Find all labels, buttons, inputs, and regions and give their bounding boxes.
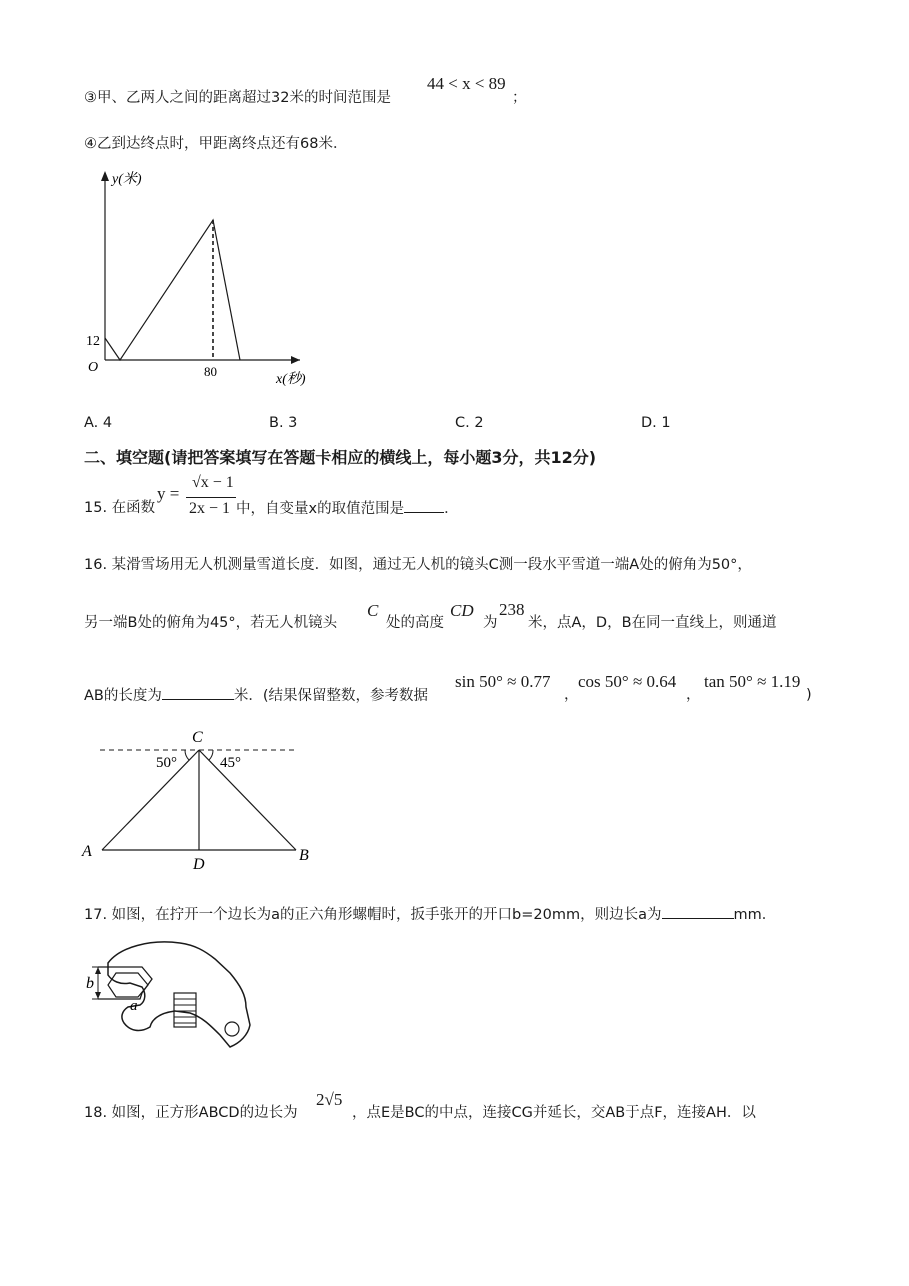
q17-body: 17. 如图，在拧开一个边长为a的正六角形螺帽时，扳手张开的开口b=20mm，则边长a为 — [84, 907, 662, 923]
angle-45-label: 45° — [220, 755, 241, 771]
q15-y: y = — [157, 484, 180, 503]
answer-blank-16[interactable] — [162, 685, 234, 700]
q16-cd-label: CD — [450, 601, 474, 620]
q16-c-label: C — [367, 601, 379, 620]
q16-line1: 16. 某滑雪场用无人机测量雪道长度．如图，通过无人机的镜头C测一段水平雪道一端A处的俯角为50°， — [84, 557, 752, 573]
q16-line2c: 为 — [483, 615, 498, 631]
inequality: 44 < x < 89 — [427, 74, 506, 93]
y-tick-label: 12 — [86, 334, 100, 349]
fraction-bar — [186, 497, 236, 498]
q16-sep2: ， — [686, 687, 701, 703]
wrench-outline — [108, 942, 250, 1047]
q15-end: ． — [444, 501, 459, 517]
point-b-label: B — [299, 847, 309, 864]
q17-text — [84, 904, 776, 925]
q16-sin: sin 50° ≈ 0.77 — [455, 672, 551, 691]
option-a: A. 4 — [84, 415, 113, 431]
statement-3-math — [427, 74, 506, 94]
q16-sep1: ， — [564, 687, 579, 703]
q16-line3-b: 米．(结果保留整数，参考数据 — [233, 688, 429, 704]
b-arrow-top — [95, 967, 101, 974]
point-d-label: D — [193, 856, 205, 873]
q15-pre: 15. 在函数 — [84, 500, 156, 516]
handle-hole — [225, 1022, 239, 1036]
statement-4: ④乙到达终点时，甲距离终点还有68米． — [84, 136, 348, 152]
statement-3-text: ③甲、乙两人之间的距离超过32米的时间范围是 — [84, 90, 391, 106]
option-d: D. 1 — [641, 415, 671, 431]
q16-cos: cos 50° ≈ 0.64 — [578, 672, 677, 691]
q18-value: 2√5 — [316, 1090, 343, 1109]
b-arrow-bottom — [95, 992, 101, 999]
adjustment-worm — [174, 993, 196, 1027]
wrench-figure — [80, 935, 260, 1055]
angle-arc-left — [185, 750, 189, 760]
q16-line2a: 另一端B处的俯角为45°，若无人机镜头 — [84, 615, 338, 631]
q16-line2d: 米，点A，D，B在同一直线上，则通道 — [528, 615, 777, 631]
statement-3 — [84, 88, 391, 108]
q16-close: ) — [806, 687, 812, 703]
y-axis-label: y(米) — [112, 172, 142, 187]
drone-triangle-figure — [78, 722, 318, 874]
y-axis-arrow — [101, 171, 109, 181]
q16-238: 238 — [499, 600, 525, 619]
q15-denominator: 2x − 1 — [189, 500, 231, 517]
section-title: 二、填空题(请把答案填写在答题卡相应的横线上，每小题3分，共12分) — [84, 448, 597, 467]
q15-numerator: √x − 1 — [192, 474, 234, 491]
option-b: B. 3 — [269, 415, 298, 431]
q16-line2b: 处的高度 — [386, 615, 444, 631]
x-tick-label: 80 — [204, 364, 217, 379]
answer-blank-15[interactable] — [404, 498, 444, 513]
graph-line — [105, 220, 240, 360]
answer-blank-17[interactable] — [662, 904, 734, 919]
q15-post — [236, 498, 459, 519]
b-label: b — [86, 975, 94, 992]
q17-unit: mm． — [733, 907, 777, 923]
origin-label: O — [88, 360, 99, 375]
angle-arc-right — [209, 750, 213, 760]
option-c: C. 2 — [455, 415, 484, 431]
statement-3-end: ； — [512, 90, 527, 106]
x-axis-label: x(秒) — [276, 372, 306, 387]
line-cb — [199, 750, 296, 850]
q15-post-text: 中，自变量x的取值范围是 — [236, 501, 405, 517]
q18-post: ，点E是BC的中点，连接CG并延长，交AB于点F，连接AH．以 — [352, 1105, 756, 1121]
q18-pre: 18. 如图，正方形ABCD的边长为 — [84, 1105, 298, 1121]
point-c-label: C — [192, 729, 203, 746]
q16-tan: tan 50° ≈ 1.19 — [704, 672, 801, 691]
point-a-label: A — [82, 843, 92, 860]
a-label: a — [130, 998, 138, 1014]
q16-line3 — [84, 685, 428, 706]
x-axis-arrow — [291, 356, 300, 364]
distance-time-graph — [80, 165, 340, 395]
line-ca — [102, 750, 199, 850]
angle-50-label: 50° — [156, 755, 177, 771]
q16-line3-a: AB的长度为 — [84, 688, 162, 704]
